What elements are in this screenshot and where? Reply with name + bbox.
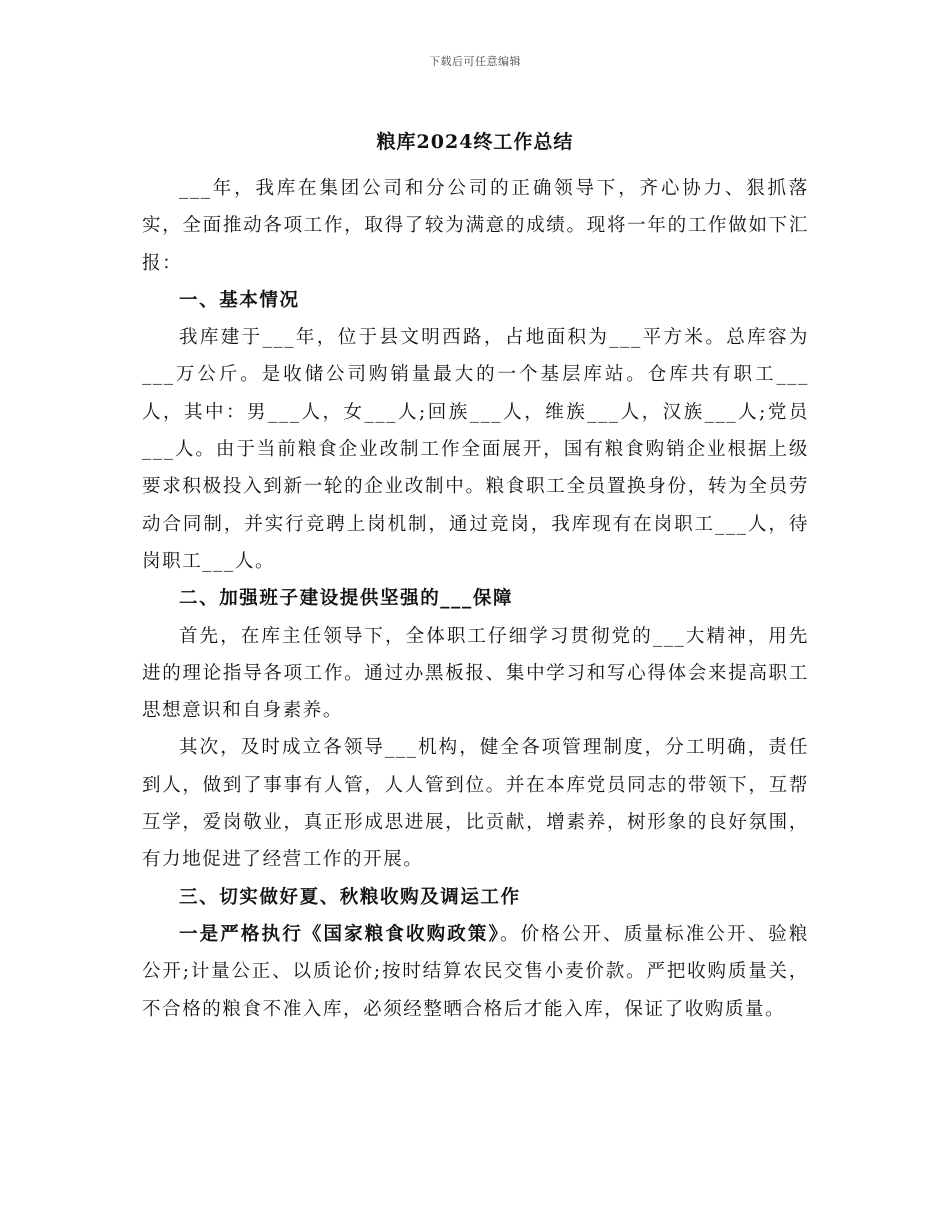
section-1-paragraph: 我库建于___年，位于县文明西路，占地面积为___平方米。总库容为___万公斤。是收储公司购销量最大的一个基层库站。仓库共有职工___人，其中：男___人，女___人;回族___人，维族___人，汉族___人;党员___人。由于当前粮食企业改制工作全面展开，国有粮食购销企业根据上级要求积极投入到新一轮的企业改制中。粮食职工全员置换身份，转为全员劳动合同制，并实行竞聘上岗机制，通过竞岗，我库现有在岗职工___人，待岗职工___人。 bbox=[142, 327, 809, 572]
section-heading-3: 三、切实做好夏、秋粮收购及调运工作 bbox=[179, 886, 521, 908]
document-title: 粮库2024终工作总结 bbox=[376, 131, 574, 153]
section-2-paragraph-1: 首先，在库主任领导下，全体职工仔细学习贯彻党的___大精神，用先进的理论指导各项工作。通过办黑板报、集中学习和写心得体会来提高职工思想意识和自身素养。 bbox=[142, 625, 809, 722]
lead-phrase: 一是严格执行《国家粮食收购政策》 bbox=[179, 923, 500, 945]
header-note: 下载后可任意编辑 bbox=[429, 55, 521, 68]
document-body bbox=[142, 170, 809, 1028]
section-3-paragraph-1 bbox=[142, 916, 809, 1028]
section-heading-1: 一、基本情况 bbox=[179, 289, 300, 311]
section-2-paragraph-2: 其次，及时成立各领导___机构，健全各项管理制度，分工明确，责任到人，做到了事事有人管，人人管到位。并在本库党员同志的带领下，互帮互学，爱岗敬业，真正形成思进展，比贡献，增素养，树形象的良好氛围，有力地促进了经营工作的开展。 bbox=[142, 737, 809, 871]
lead-paragraph-text: 。价格公开、质量标准公开、验粮公开;计量公正、以质论价;按时结算农民交售小麦价款。严把收购质量关，不合格的粮食不准入库，必须经整晒合格后才能入库，保证了收购质量。 bbox=[142, 923, 809, 1020]
intro-paragraph: ___年，我库在集团公司和分公司的正确领导下，齐心协力、狠抓落实，全面推动各项工作，取得了较为满意的成绩。现将一年的工作做如下汇报： bbox=[142, 178, 809, 274]
section-heading-2: 二、加强班子建设提供坚强的___保障 bbox=[179, 588, 514, 610]
